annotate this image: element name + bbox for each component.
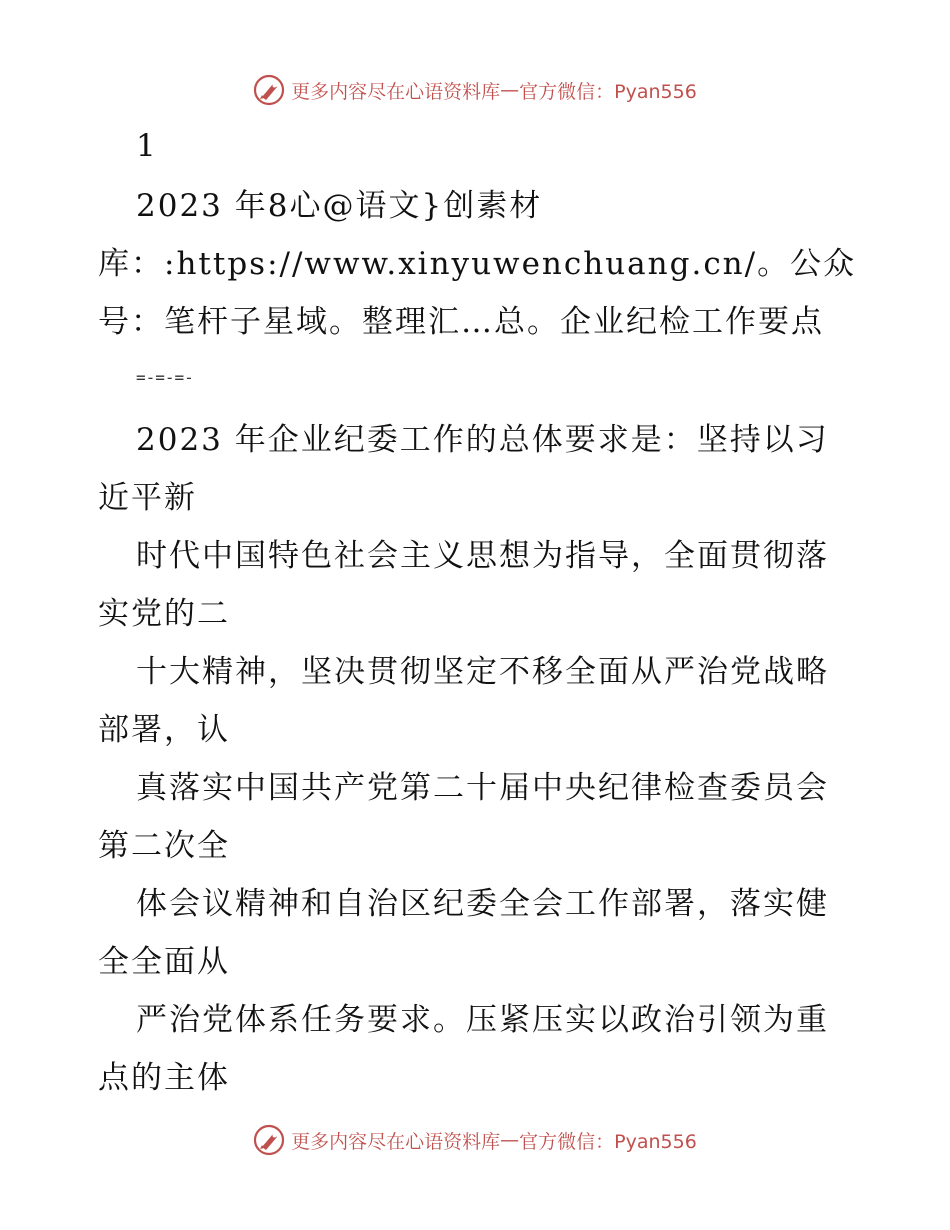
text-line: 实党的二	[98, 596, 230, 632]
text-line: 真落实中国共产党第二十届中央纪律检查委员会	[136, 770, 829, 806]
text-line: 时代中国特色社会主义思想为指导，全面贯彻落	[136, 538, 829, 574]
text-line: 十大精神，坚决贯彻坚定不移全面从严治党战略	[136, 654, 829, 690]
header-banner-wechat: 官方微信：Pyan556	[519, 80, 697, 103]
text-line: 2023 年8心@语文}创素材	[136, 188, 543, 224]
text-line: 严治党体系任务要求。压紧压实以政治引领为重	[136, 1002, 829, 1038]
text-line: 第二次全	[98, 828, 230, 864]
footer-banner-text: 更多内容尽在心语资料库	[291, 1130, 501, 1153]
text-line: 体会议精神和自治区纪委全会工作部署，落实健	[136, 886, 829, 922]
text-line: 点的主体	[98, 1060, 230, 1096]
text-line: 库：:https://www.xinyuwenchuang.cn/。公众	[98, 246, 857, 282]
text-line: 部署，认	[98, 712, 230, 748]
text-line: 号：笔杆子星域。整理汇…总。企业纪检工作要点	[98, 304, 824, 340]
footer-banner-wechat: 官方微信：Pyan556	[519, 1130, 697, 1153]
header-banner-separator: —	[500, 79, 520, 101]
text-line: 全全面从	[98, 944, 230, 980]
text-line: 2023 年企业纪委工作的总体要求是：坚持以习	[136, 422, 829, 458]
text-line: 近平新	[98, 480, 197, 516]
header-banner-text: 更多内容尽在心语资料库	[291, 80, 501, 103]
header-banner	[0, 70, 950, 110]
footer-banner	[0, 1120, 950, 1160]
dash-divider: =-=-=-	[136, 368, 194, 387]
pen-nib-icon	[253, 1124, 285, 1156]
page-number: 1	[136, 128, 158, 164]
pen-nib-icon	[253, 74, 285, 106]
footer-banner-separator: —	[500, 1129, 520, 1151]
